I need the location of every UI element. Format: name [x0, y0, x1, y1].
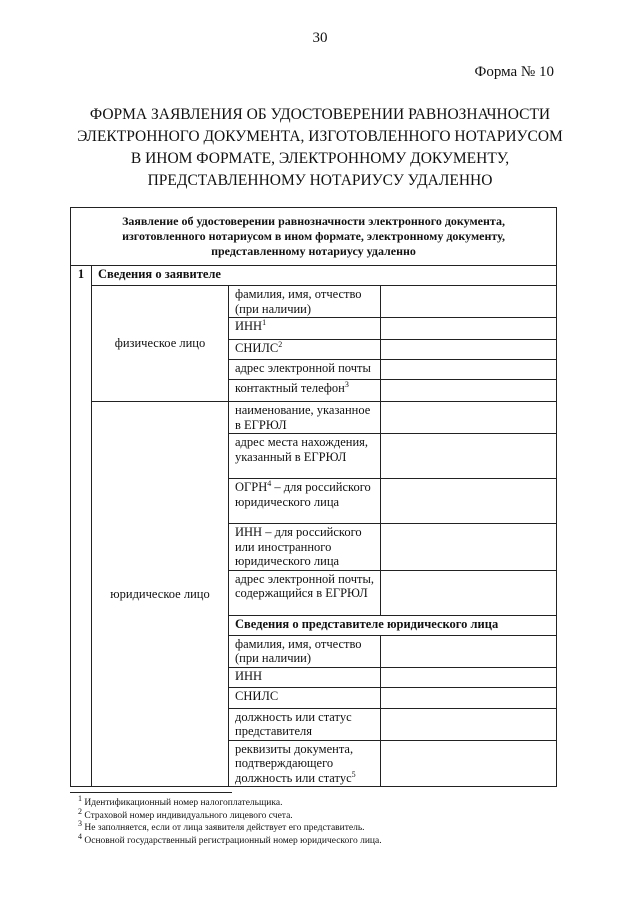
field-label: СНИЛС: [229, 687, 381, 708]
field-label: ИНН$^1$: [229, 318, 381, 340]
value-cell[interactable]: [381, 667, 557, 687]
field-label: адрес электронной почты: [229, 360, 381, 380]
footnote: $^4$ Основной государственный регистрационный номер юридического лица.: [78, 831, 382, 846]
value-cell[interactable]: [381, 524, 557, 571]
section-number: 1: [71, 266, 92, 787]
section-title: Сведения о заявителе: [92, 266, 557, 286]
footnote: $^3$ Не заполняется, если от лица заявителя действует его представитель.: [78, 818, 365, 833]
title-line: В ИНОМ ФОРМАТЕ, ЭЛЕКТРОННОМУ ДОКУМЕНТУ,: [130, 150, 510, 167]
field-label: адрес места нахождения, указанный в ЕГРЮЛ: [229, 434, 381, 479]
value-cell[interactable]: [381, 708, 557, 740]
representative-title: Сведения о представителе юридического лица: [229, 615, 557, 635]
page-number: 30: [312, 30, 328, 46]
title-line: ЭЛЕКТРОННОГО ДОКУМЕНТА, ИЗГОТОВЛЕННОГО НОТАРИУСОМ: [77, 128, 563, 145]
footnotes: [78, 793, 382, 847]
footnote: $^1$ Идентификационный номер налогоплательщика.: [78, 793, 283, 808]
field-label: контактный телефон$^3$: [229, 380, 381, 402]
value-cell[interactable]: [381, 286, 557, 318]
value-cell[interactable]: [381, 318, 557, 340]
footnote-divider: [70, 792, 232, 793]
field-label: реквизиты документа, подтверждающего должность или статус$^5$: [229, 740, 381, 787]
value-cell[interactable]: [381, 740, 557, 787]
value-cell[interactable]: [381, 479, 557, 524]
document-title: [60, 104, 580, 192]
title-line: ФОРМА ЗАЯВЛЕНИЯ ОБ УДОСТОВЕРЕНИИ РАВНОЗНАЧНОСТИ: [89, 106, 551, 123]
header-line: представленному нотариусу удаленно: [211, 244, 416, 258]
form-number: Форма № 10: [474, 64, 554, 80]
value-cell[interactable]: [381, 360, 557, 380]
individual-label: физическое лицо: [92, 286, 229, 402]
legal-entity-label: юридическое лицо: [92, 402, 229, 787]
value-cell[interactable]: [381, 402, 557, 434]
header-line: изготовленного нотариусом в ином формате, электронному документу,: [122, 229, 505, 243]
title-line: ПРЕДСТАВЛЕННОМУ НОТАРИУСУ УДАЛЕННО: [147, 172, 493, 189]
field-label: ИНН – для российского или иностранного юридического лица: [229, 524, 381, 571]
field-label: СНИЛС$^2$: [229, 340, 381, 360]
table-header: [71, 208, 557, 266]
footnote: $^2$ Страховой номер индивидуального лицевого счета.: [78, 806, 293, 821]
field-label: фамилия, имя, отчество (при наличии): [229, 635, 381, 667]
field-label: наименование, указанное в ЕГРЮЛ: [229, 402, 381, 434]
field-label: должность или статус представителя: [229, 708, 381, 740]
value-cell[interactable]: [381, 635, 557, 667]
value-cell[interactable]: [381, 687, 557, 708]
field-label: адрес электронной почты, содержащийся в ЕГРЮЛ: [229, 570, 381, 615]
field-label: ИНН: [229, 667, 381, 687]
value-cell[interactable]: [381, 340, 557, 360]
field-label: ОГРН$^4$ – для российского юридического лица: [229, 479, 381, 524]
value-cell[interactable]: [381, 380, 557, 402]
value-cell[interactable]: [381, 570, 557, 615]
application-form-table: [70, 207, 557, 787]
header-line: Заявление об удостоверении равнозначности электронного документа,: [122, 214, 505, 228]
field-label: фамилия, имя, отчество (при наличии): [229, 286, 381, 318]
value-cell[interactable]: [381, 434, 557, 479]
